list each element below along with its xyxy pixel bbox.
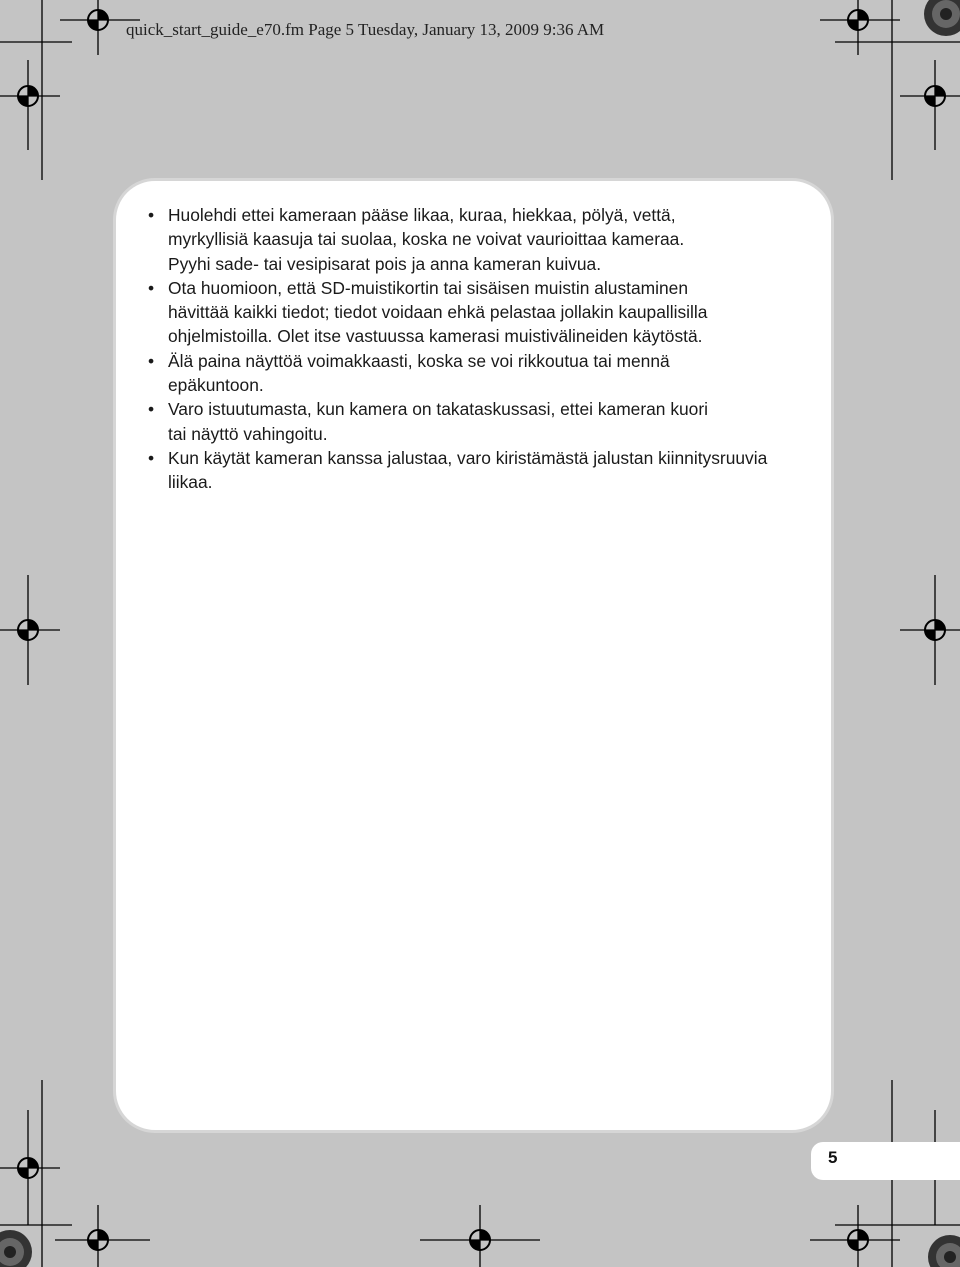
bullet-line: hävittää kaikki tiedot; tiedot voidaan ehkä pelastaa jollakin kaupallisilla bbox=[168, 302, 708, 323]
bullet-marker: • bbox=[148, 205, 155, 225]
bullet-line: Kun käytät kameran kanssa jalustaa, varo kiristämästä jalustan kiinnitysruuvia bbox=[168, 447, 768, 468]
bullet-marker: • bbox=[148, 350, 155, 371]
print-header-line: quick_start_guide_e70.fm Page 5 Tuesday, January 13, 2009 9:36 AM bbox=[126, 20, 605, 39]
bullet-line: liikaa. bbox=[168, 472, 213, 493]
bullet-item bbox=[116, 397, 806, 446]
bullet-line: Ota huomioon, että SD-muistikortin tai sisäisen muistin alustaminen bbox=[168, 277, 689, 298]
bullet-line: myrkyllisiä kaasuja tai suolaa, koska ne voivat vaurioittaa kameraa. bbox=[168, 229, 685, 250]
bullet-line: Huolehdi ettei kameraan pääse likaa, kuraa, hiekkaa, pölyä, vettä, bbox=[168, 205, 676, 225]
bullet-line: Varo istuutumasta, kun kamera on takataskussasi, ettei kameran kuori bbox=[168, 399, 709, 420]
page-number-tab bbox=[811, 1142, 960, 1180]
bullet-list bbox=[116, 203, 806, 495]
bullet-line: ohjelmistoilla. Olet itse vastuussa kamerasi muistivälineiden käytöstä. bbox=[168, 326, 703, 347]
bullet-line: Pyyhi sade- tai vesipisarat pois ja anna kameran kuivua. bbox=[168, 253, 602, 274]
bullet-marker: • bbox=[148, 399, 155, 420]
bullet-item bbox=[116, 446, 806, 495]
bullet-line: tai näyttö vahingoitu. bbox=[168, 423, 328, 444]
bullet-item bbox=[116, 203, 806, 276]
page-number: 5 bbox=[828, 1148, 838, 1167]
bullet-marker: • bbox=[148, 447, 155, 468]
content-panel bbox=[113, 178, 834, 1133]
bullet-line: epäkuntoon. bbox=[168, 375, 264, 396]
bullet-marker: • bbox=[148, 277, 155, 298]
bullet-item bbox=[116, 276, 806, 349]
bullet-line: Älä paina näyttöä voimakkaasti, koska se voi rikkoutua tai mennä bbox=[168, 350, 670, 371]
bullet-item bbox=[116, 349, 806, 398]
